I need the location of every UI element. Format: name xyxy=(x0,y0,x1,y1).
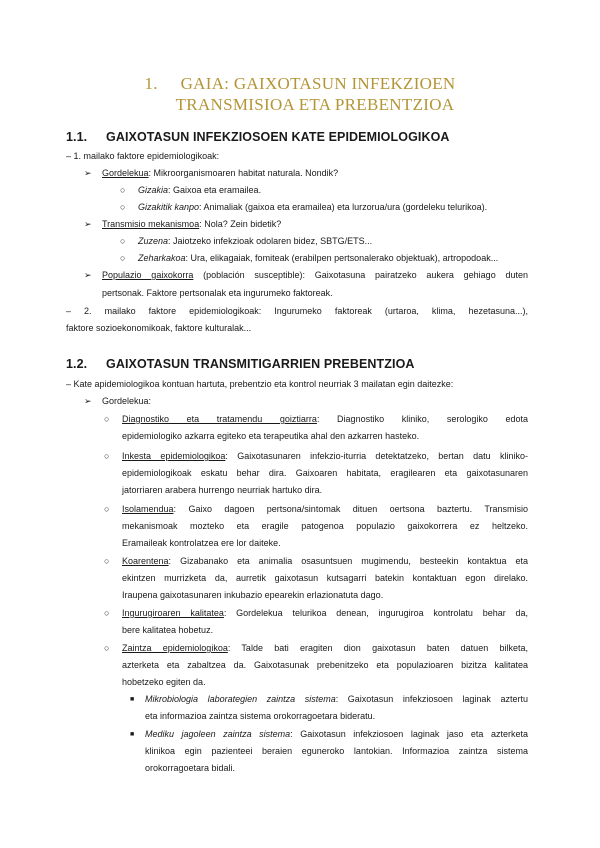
arrow-bullet-icon: ➢ xyxy=(84,396,92,406)
section-number: 1.2. xyxy=(66,357,88,371)
list-item: Isolamendua: Gaixo dagoen pertsona/sintomak dituen oertsona baztertu. Transmisio xyxy=(122,504,528,514)
list-item-continuation: Eramaileak kontrolatzea ere lor daiteke. xyxy=(122,538,281,548)
paragraph: – Kate apidemiologikoa kontuan hartuta, prebentzio eta kontrol neurriak 3 mailatan egin daitezke: xyxy=(66,379,454,389)
list-item: Zeharkakoa: Ura, elikagaiak, fomiteak (erabilpen pertsonalerako objektuak), artropodoak... xyxy=(138,253,499,263)
circle-bullet-icon: ○ xyxy=(104,608,110,618)
section-title: GAIXOTASUN INFEKZIOSOEN KATE EPIDEMIOLOGIKOA xyxy=(106,130,450,144)
section-heading-1-2 xyxy=(66,357,415,371)
circle-bullet-icon: ○ xyxy=(120,202,126,212)
circle-bullet-icon: ○ xyxy=(120,185,126,195)
list-item: Gizakitik kanpo: Animaliak (gaixoa eta eramailea) eta lurzorua/ura (gordeleku telurikoa). xyxy=(138,202,488,212)
square-bullet-icon: ■ xyxy=(130,731,135,738)
list-item-continuation: orokorragoetara bidali. xyxy=(145,763,236,773)
circle-bullet-icon: ○ xyxy=(104,451,110,461)
chapter-title-line-2: TRANSMISIOA ETA PREBENTZIOA xyxy=(175,95,455,114)
circle-bullet-icon: ○ xyxy=(104,643,110,653)
list-item-continuation: ekintzen murrizketa da, aurretik gaixotasun kutsagarri batekin kontaktuan egon direlako. xyxy=(122,573,528,583)
list-item: Gordelekua: xyxy=(102,396,152,406)
list-item-continuation: klinikoa egin pazienteei beraien eguneroko lantokian. Informazioa zaintza sistema xyxy=(145,746,528,756)
list-item: Mikrobiologia laborategien zaintza sistema: Gaixotasun infekziosoen laginak aztertu xyxy=(145,694,528,704)
chapter-title-line-1 xyxy=(0,74,600,94)
list-item: Transmisio mekanismoa: Nola? Zein bidetik? xyxy=(102,219,282,229)
list-item: Mediku jagoleen zaintza sistema: Gaixotasun infekziosoen laginak jaso eta azterketa xyxy=(145,729,528,739)
list-item: Populazio gaixokorra (población susceptible): Gaixotasuna pairatzeko aukera gehiago duten xyxy=(102,270,528,280)
list-item: Ingurugiroaren kalitatea: Gordelekua telurikoa denean, ingurugiroa kontrolatu behar da, xyxy=(122,608,529,618)
list-item-continuation: epidemiologiko azkarra egiteko eta terapeutika ahal den azkarren hasteko. xyxy=(122,431,420,441)
square-bullet-icon: ■ xyxy=(130,696,135,703)
list-item: Gordelekua: Mikroorganismoaren habitat naturala. Nondik? xyxy=(102,168,339,178)
list-item: Zuzena: Jaiotzeko infekzioak odolaren bidez, SBTG/ETS... xyxy=(138,236,373,246)
paragraph: – 2. mailako faktore epidemiologikoak: Ingurumeko faktoreak (urtaroa, klima, hezetasuna...), xyxy=(66,306,528,316)
circle-bullet-icon: ○ xyxy=(104,414,110,424)
paragraph-continuation: faktore sozioekonomikoak, faktore kulturalak... xyxy=(66,323,252,333)
arrow-bullet-icon: ➢ xyxy=(84,168,92,178)
list-item-continuation: Iraupena gaixotasunaren inkubazio epearekin erlazionatuta dago. xyxy=(122,590,384,600)
list-item-continuation: azterketa eta zabaltzea da. Gaixotasunak prebenitzeko eta populazioaren bizitza kalitatea xyxy=(122,660,528,670)
list-item: Gizakia: Gaixoa eta eramailea. xyxy=(138,185,262,195)
arrow-bullet-icon: ➢ xyxy=(84,270,92,280)
section-heading-1-1 xyxy=(66,130,450,144)
list-item: Diagnostiko eta tratamendu goiztiarra: Diagnostiko kliniko, serologiko edota xyxy=(122,414,528,424)
list-item-continuation: bere kalitatea hobetuz. xyxy=(122,625,214,635)
list-item-continuation: jatorriaren arabera hurrengo neurriak hartuko dira. xyxy=(122,485,323,495)
circle-bullet-icon: ○ xyxy=(104,556,110,566)
list-item: Zaintza epidemiologikoa: Talde bati eragiten dion gaixotasun baten datuen bilketa, xyxy=(122,643,528,653)
paragraph: – 1. mailako faktore epidemiologikoak: xyxy=(66,151,220,161)
chapter-title-text-1: GAIA: GAIXOTASUN INFEKZIOEN xyxy=(180,74,456,93)
chapter-number: 1. xyxy=(144,74,158,93)
list-item-continuation: eta informazioa zaintza sistema orokorragoetara bideratu. xyxy=(145,711,376,721)
list-item: Inkesta epidemiologikoa: Gaixotasunaren infekzio-iturria detektatzeko, bertan datu kliniko- xyxy=(122,451,528,461)
list-item-continuation: hobetzeko egiten da. xyxy=(122,677,206,687)
circle-bullet-icon: ○ xyxy=(104,504,110,514)
list-item-continuation: mekanismoak mozteko eta eragile patogenoa populazio gaixokorrera ez heltzeko. xyxy=(122,521,528,531)
section-number: 1.1. xyxy=(66,130,88,144)
list-item-continuation: pertsonak. Faktore pertsonalak eta ingurumeko faktoreak. xyxy=(102,288,333,298)
circle-bullet-icon: ○ xyxy=(120,253,126,263)
list-item: Koarentena: Gizabanako eta animalia osasuntsuen mugimendu, besteekin kontaktua eta xyxy=(122,556,528,566)
circle-bullet-icon: ○ xyxy=(120,236,126,246)
section-title: GAIXOTASUN TRANSMITIGARRIEN PREBENTZIOA xyxy=(106,357,415,371)
list-item-continuation: epidemiologikoak eskatu behar dira. Gaixoaren habitata, eragilearen eta gaixotasunaren xyxy=(122,468,528,478)
arrow-bullet-icon: ➢ xyxy=(84,219,92,229)
